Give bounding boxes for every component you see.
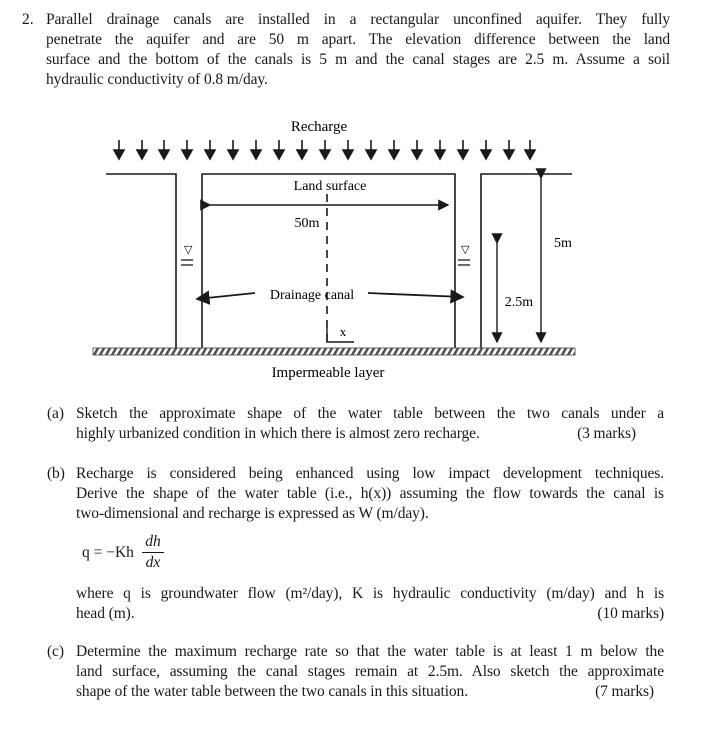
drainage-canal-diagram — [0, 110, 704, 385]
recharge-arrow — [343, 140, 353, 159]
part-c-marks: (7 marks) — [595, 683, 654, 700]
land-surface-label: Land surface — [293, 179, 367, 194]
water-level-left — [181, 244, 193, 265]
recharge-arrow — [504, 140, 514, 159]
part-b-line: two-dimensional and recharge is expressed as W (m/day). — [76, 505, 429, 522]
part-c-label: (c) — [47, 643, 64, 660]
recharge-arrow — [159, 140, 169, 159]
part-c-line: land surface, assuming the canal stages remain at 2.5m. Also sketch the approximate — [76, 663, 664, 680]
part-b-line: Recharge is considered being enhanced using low impact development techniques. — [76, 465, 664, 482]
part-c-line: shape of the water table between the two canals in this situation. — [76, 683, 468, 700]
part-a-marks: (3 marks) — [577, 425, 636, 442]
part-a-label: (a) — [47, 405, 64, 422]
aquifer-outline — [106, 174, 572, 348]
stage-label: 2.5m — [504, 295, 534, 310]
recharge-arrow — [366, 140, 376, 159]
equation-numerator: dh — [145, 533, 161, 550]
depth-label: 5m — [554, 236, 572, 251]
part-b-line: Derive the shape of the water table (i.e., h(x)) assuming the flow towards the canal is — [76, 485, 664, 502]
question-intro — [46, 10, 670, 90]
recharge-arrow — [435, 140, 445, 159]
part-c-line: Determine the maximum recharge rate so that the water table is at least 1 m below the — [76, 643, 664, 660]
part-c-text — [76, 642, 664, 702]
equation-lhs: q = −Kh — [82, 544, 134, 561]
recharge-arrow — [297, 140, 307, 159]
part-a-line: highly urbanized condition in which there is almost zero recharge. — [76, 425, 480, 442]
recharge-label: Recharge — [290, 119, 348, 135]
part-a-line: Sketch the approximate shape of the water table between the two canals under a — [76, 405, 664, 422]
recharge-arrow — [458, 140, 468, 159]
intro-line: Parallel drainage canals are installed in a rectangular unconfined aquifer. They fully — [46, 11, 670, 28]
equation-fraction — [142, 533, 164, 572]
water-level-triangle-icon: ▽ — [184, 244, 193, 256]
recharge-arrow — [137, 140, 147, 159]
water-level-triangle-icon: ▽ — [461, 244, 470, 256]
recharge-arrow — [205, 140, 215, 159]
flow-arrow-left — [197, 293, 255, 299]
x-label: x — [339, 324, 347, 339]
recharge-arrow — [182, 140, 192, 159]
intro-line: surface and the bottom of the canals is 5 m and the canal stages are 2.5 m. Assume a soil — [46, 51, 670, 68]
part-b-marks: (10 marks) — [597, 605, 664, 622]
part-b-where — [76, 584, 664, 624]
recharge-arrow — [320, 140, 330, 159]
intro-line: hydraulic conductivity of 0.8 m/day. — [46, 71, 268, 88]
water-level-right — [458, 244, 470, 265]
part-a-text — [76, 404, 664, 444]
equation-denominator: dx — [145, 554, 161, 571]
drainage-canal-label: Drainage canal — [269, 288, 355, 303]
recharge-arrow — [412, 140, 422, 159]
part-b-where-line: head (m). — [76, 605, 135, 622]
impermeable-layer — [93, 348, 575, 355]
question-number: 2. — [22, 11, 34, 28]
spacing-label: 50m — [294, 216, 320, 231]
darcy-equation — [82, 533, 202, 577]
recharge-arrow — [114, 140, 124, 159]
intro-line: penetrate the aquifer and are 50 m apart. The elevation difference between the land — [46, 31, 670, 48]
part-b-label: (b) — [47, 465, 65, 482]
impermeable-label: Impermeable layer — [271, 365, 385, 381]
recharge-arrow — [389, 140, 399, 159]
recharge-arrow — [525, 140, 535, 159]
recharge-arrow — [274, 140, 284, 159]
recharge-arrow — [481, 140, 491, 159]
recharge-arrows — [114, 140, 535, 159]
recharge-arrow — [251, 140, 261, 159]
part-b-where-line: where q is groundwater flow (m²/day), K is hydraulic conductivity (m/day) and h is — [76, 585, 664, 602]
flow-arrow-right — [368, 293, 463, 297]
recharge-arrow — [228, 140, 238, 159]
part-b-text — [76, 464, 664, 524]
